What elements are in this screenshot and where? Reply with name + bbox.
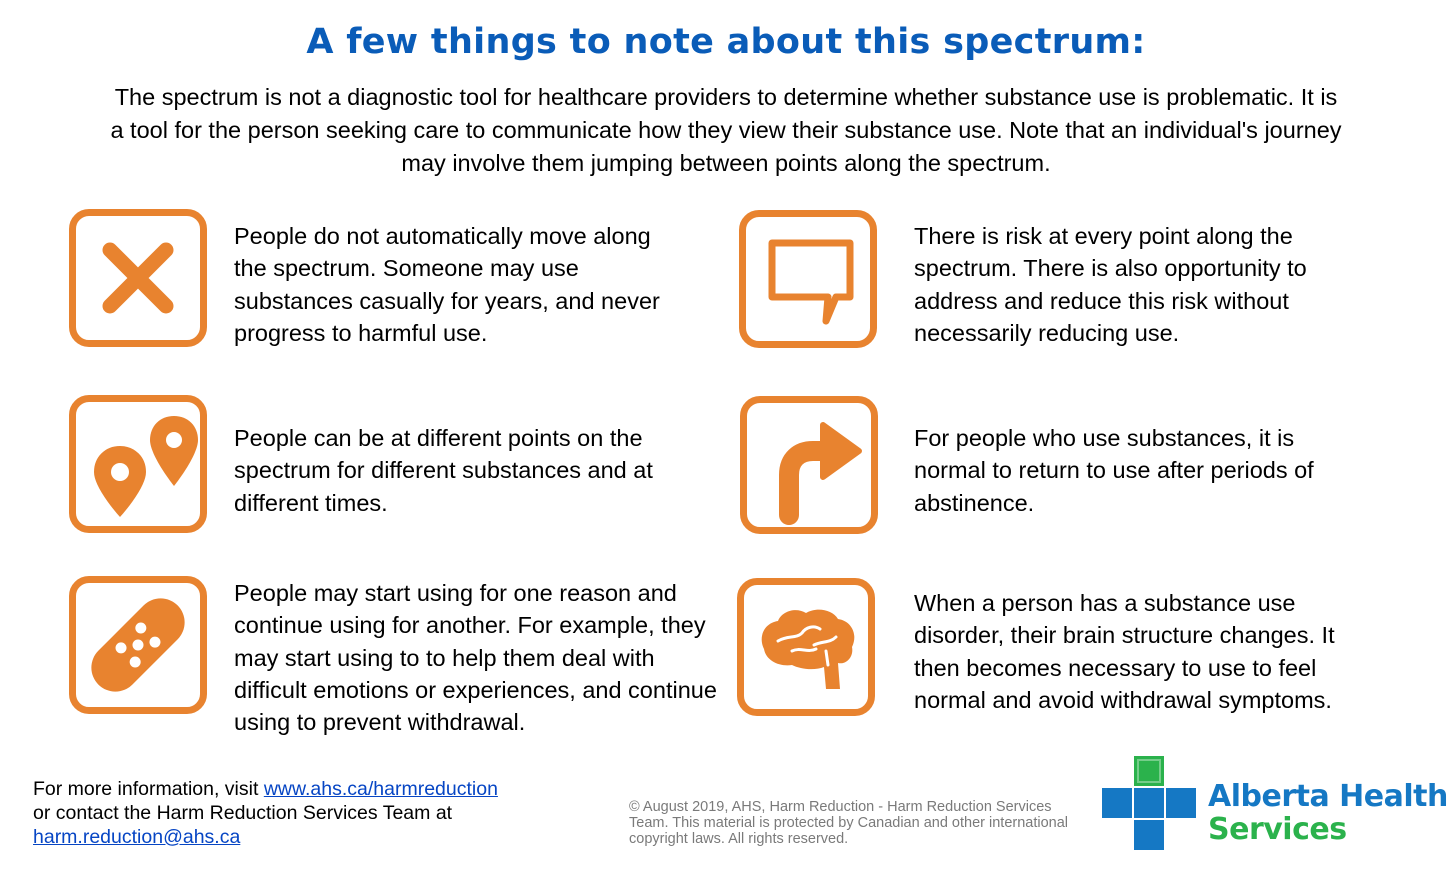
website-link[interactable]: www.ahs.ca/harmreduction (263, 778, 498, 800)
note-different-points: People can be at different points on the spectrum for different substances and at different times. (234, 425, 653, 516)
turn-right-arrow-icon (740, 396, 878, 534)
brain-icon (737, 578, 875, 716)
map-pins-icon (69, 395, 207, 533)
note-return-to-use: For people who use substances, it is normal to return to use after periods of abstinence. (914, 425, 1314, 516)
x-icon (69, 209, 207, 347)
footer-info (33, 777, 593, 849)
footer-info-prefix: For more information, visit (33, 778, 264, 800)
note-reason-change: People may start using for one reason and continue using for another. For example, they may start using to to help them deal with difficult emotions or experiences, and continue using to prevent withdrawal. (234, 580, 717, 736)
bandage-icon (69, 576, 207, 714)
intro-paragraph: The spectrum is not a diagnostic tool for healthcare providers to determine whether substance use is problematic. It is a tool for the person seeking care to communicate how they view their substance use. Note that an individual's journey may involve them jumping between points along the spectrum. (110, 84, 1342, 176)
logo-line-2: Services (1208, 812, 1347, 847)
speech-bubble-icon (739, 210, 877, 348)
note-brain-changes: When a person has a substance use disorder, their brain structure changes. It then becomes necessary to use to feel normal and avoid withdrawal symptoms. (914, 590, 1335, 713)
email-link[interactable]: harm.reduction@ahs.ca (33, 826, 241, 848)
logo-line-1: Alberta Health (1208, 779, 1448, 814)
footer-info-middle: or contact the Harm Reduction Services Team at (33, 802, 453, 824)
note-risk-every-point: There is risk at every point along the spectrum. There is also opportunity to address and reduce this risk without necessarily reducing use. (914, 223, 1307, 346)
ahs-logo-icon (1102, 756, 1196, 850)
page-title: A few things to note about this spectrum: (306, 22, 1146, 62)
note-automatic-move: People do not automatically move along the spectrum. Someone may use substances casually for years, and never progress to harmful use. (234, 223, 660, 346)
copyright-notice: © August 2019, AHS, Harm Reduction - Harm Reduction Services Team. This material is protected by Canadian and other international copyright laws. All rights reserved. (629, 799, 1069, 847)
ahs-logo-text (1208, 780, 1448, 846)
